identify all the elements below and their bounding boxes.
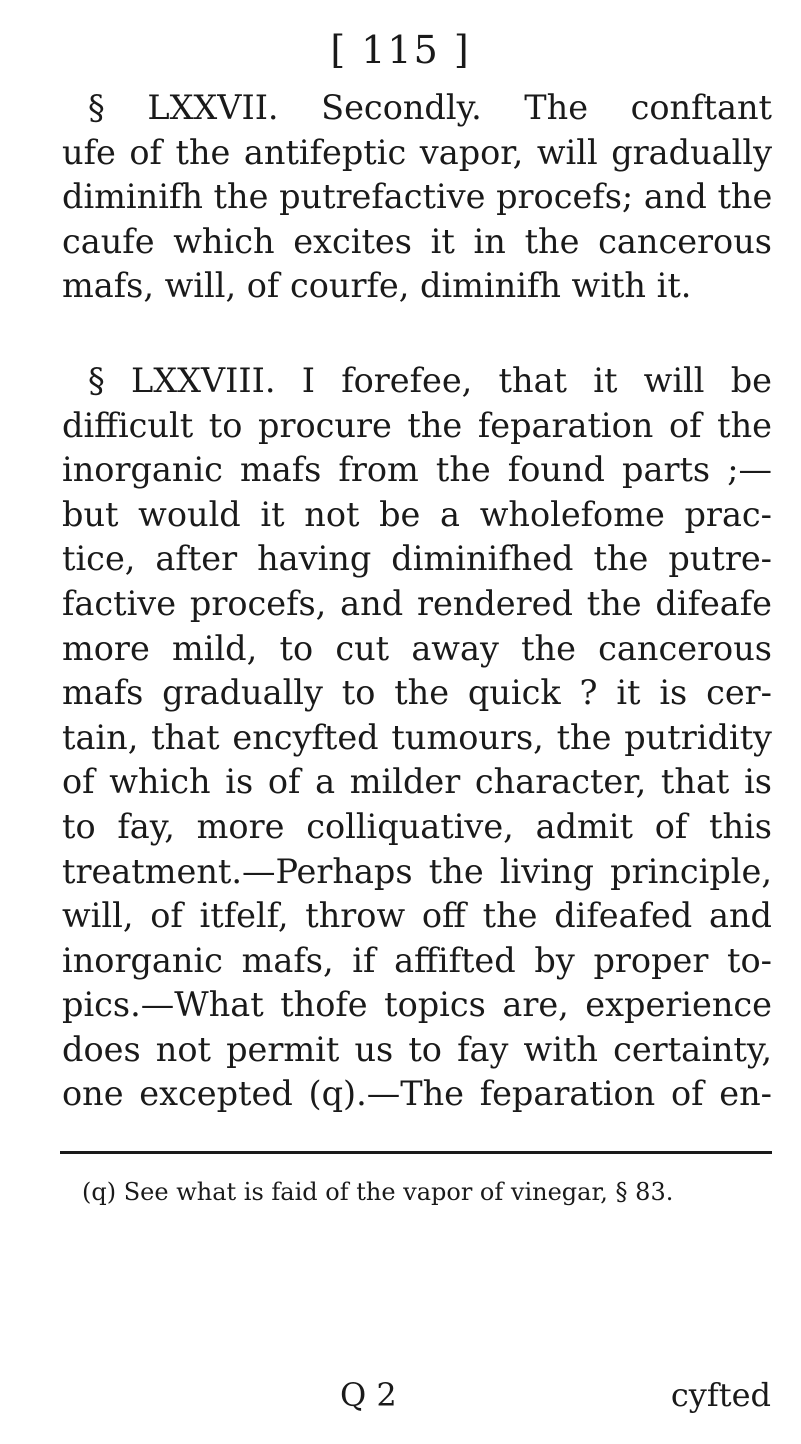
text-line: more mild, to cut away the cancerous [62,628,772,668]
signature-mark: Q 2 [340,1376,397,1414]
text-line: but would it not be a wholefome prac- [62,494,772,534]
text-line: caufe which excites it in the cancerous [62,221,772,261]
text-line: mafs gradually to the quick ? it is cer- [62,673,772,713]
text-line: tice, after having diminifhed the putre- [62,539,772,579]
text-line: treatment.—Perhaps the living principle, [62,851,772,891]
text-line: tain, that encyfted tumours, the putridity [62,717,772,757]
text-line: of which is of a milder character, that is [62,762,772,802]
text-line: diminifh the putrefactive procefs; and the [62,177,773,217]
catchword: cyfted [670,1376,771,1414]
paragraph-lxxvii [62,86,772,309]
text-line: § LXXVII. Secondly. The conftant [88,88,772,127]
text-line: ufe of the antifeptic vapor, will gradually [62,132,772,172]
body-text [62,86,772,1117]
text-line: mafs, will, of courfe, diminifh with it. [62,266,692,306]
paragraph-lxxviii [62,359,772,1117]
text-line: factive procefs, and rendered the difeafe [62,583,772,623]
text-line: will, of itfelf, throw off the difeafed and [62,896,772,936]
footnote-rule [60,1151,772,1154]
text-line: to fay, more colliquative, admit of this [62,806,772,846]
text-line: difficult to procure the feparation of the [62,405,772,445]
text-line: inorganic mafs from the found parts ;— [62,450,772,490]
text-line: one excepted (q).—The feparation of en- [62,1074,772,1114]
text-line: inorganic mafs, if affifted by proper to- [62,940,772,980]
page-number: [ 115 ] [330,28,471,72]
footnote: (q) See what is faid of the vapor of vinegar, § 83. [82,1178,674,1206]
text-line: § LXXVIII. I forefee, that it will be [88,360,772,400]
page-footer [0,1376,801,1436]
text-line: pics.—What thofe topics are, experience [62,985,772,1025]
text-line: does not permit us to fay with certainty, [62,1029,772,1069]
